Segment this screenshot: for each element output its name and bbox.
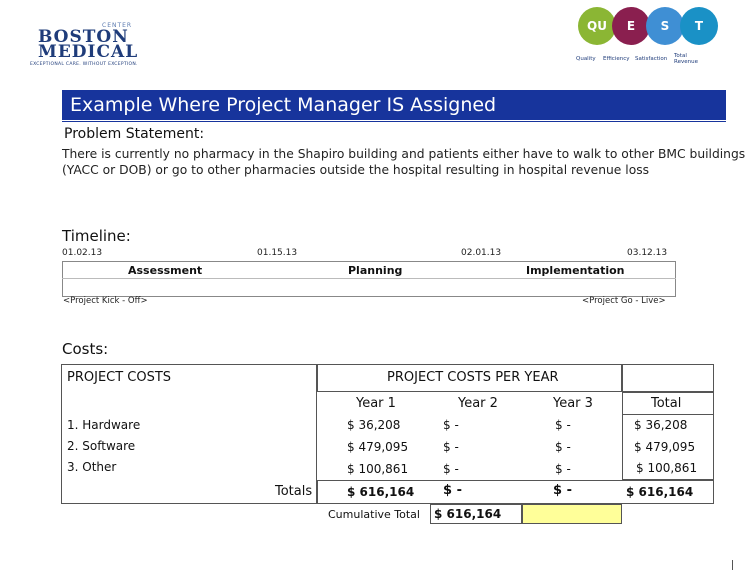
quest-circle-s: S xyxy=(646,7,684,45)
software-y3: $ - xyxy=(555,440,571,454)
costs-heading: Costs: xyxy=(62,340,109,358)
totals-total: $ 616,164 xyxy=(626,485,694,499)
hardware-y1: $ 36,208 xyxy=(347,418,401,432)
problem-text: There is currently no pharmacy in the Shapiro building and patients either have to walk to other BMC buildings (YACC or DOB) or go to other pharmacies outside the hospital resulting in hospital revenue loss xyxy=(62,147,746,177)
item-other: 3. Other xyxy=(67,460,117,474)
phase-assessment: Assessment xyxy=(128,264,203,277)
timeline-date-2: 01.15.13 xyxy=(257,248,298,258)
software-y2: $ - xyxy=(443,440,459,454)
hardware-total: $ 36,208 xyxy=(634,418,688,432)
cumulative-highlight-cell xyxy=(522,504,622,524)
timeline-heading: Timeline: xyxy=(62,227,131,245)
year-3-header: Year 3 xyxy=(553,396,593,411)
project-costs-label: PROJECT COSTS xyxy=(67,370,172,385)
total-header-line xyxy=(622,414,714,415)
totals-y1: $ 616,164 xyxy=(347,485,415,499)
header-empty-cell xyxy=(622,364,714,392)
timeline-divider xyxy=(62,278,676,279)
slide-title: Example Where Project Manager IS Assigned xyxy=(62,90,726,120)
year-2-header: Year 2 xyxy=(458,396,498,411)
logo-line-2: MEDICAL xyxy=(38,42,139,62)
other-total: $ 100,861 xyxy=(636,461,698,475)
title-underline xyxy=(62,121,726,122)
timeline-date-3: 02.01.13 xyxy=(461,248,502,258)
year-1-header: Year 1 xyxy=(356,396,396,411)
phase-implementation: Implementation xyxy=(526,264,625,277)
total-header: Total xyxy=(651,396,682,411)
quest-circle-e: E xyxy=(612,7,650,45)
timeline-kickoff-note: <Project Kick - Off> xyxy=(63,296,148,306)
timeline-date-1: 01.02.13 xyxy=(62,248,103,258)
edge-mark xyxy=(732,560,733,570)
software-y1: $ 479,095 xyxy=(347,440,409,454)
quest-label-satisfaction: Satisfaction xyxy=(635,56,668,62)
logo-line-1: BOSTON xyxy=(38,27,129,47)
item-hardware: 1. Hardware xyxy=(67,418,141,432)
hardware-y2: $ - xyxy=(443,418,459,432)
quest-circle-t: T xyxy=(680,7,718,45)
per-year-label: PROJECT COSTS PER YEAR xyxy=(387,370,559,385)
totals-label: Totals xyxy=(275,484,313,499)
totals-y3: $ - xyxy=(553,483,572,498)
timeline-golive-note: <Project Go - Live> xyxy=(582,296,666,306)
item-software: 2. Software xyxy=(67,439,136,453)
problem-heading: Problem Statement: xyxy=(64,126,205,142)
other-y1: $ 100,861 xyxy=(347,462,409,476)
logo-crest: CENTER xyxy=(102,22,133,29)
quest-label-quality: Quality xyxy=(576,56,596,62)
hardware-y3: $ - xyxy=(555,418,571,432)
cumulative-value: $ 616,164 xyxy=(434,507,502,521)
phase-planning: Planning xyxy=(348,264,403,277)
quest-label-efficiency: Efficiency xyxy=(603,56,630,62)
totals-y2: $ - xyxy=(443,483,462,498)
cumulative-label: Cumulative Total xyxy=(328,508,420,521)
logo-tagline: EXCEPTIONAL CARE. WITHOUT EXCEPTION. xyxy=(30,62,138,67)
other-y2: $ - xyxy=(443,462,459,476)
software-total: $ 479,095 xyxy=(634,440,696,454)
quest-label-total-revenue: Total Revenue xyxy=(674,53,698,65)
project-costs-block xyxy=(61,364,317,504)
other-y3: $ - xyxy=(555,462,571,476)
logo-boston-medical xyxy=(38,27,139,62)
timeline-date-4: 03.12.13 xyxy=(627,248,668,258)
quest-circle-qu: QU xyxy=(578,7,616,45)
